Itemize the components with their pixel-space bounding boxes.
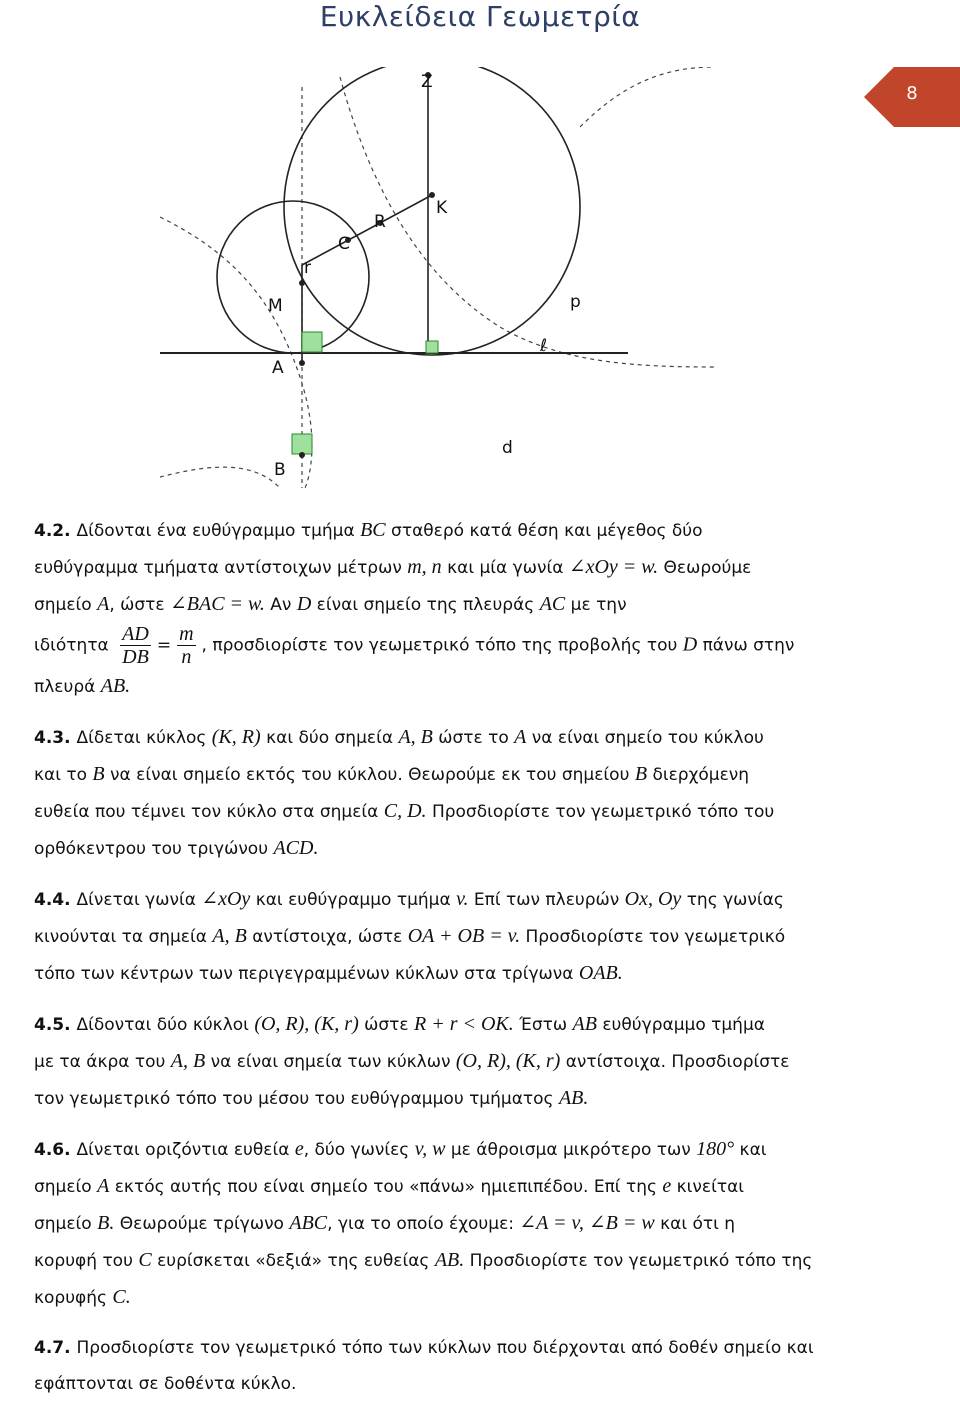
label-l: ℓ	[540, 336, 548, 356]
problem-text: σημείο	[34, 1177, 98, 1197]
label-r-upper: R	[374, 212, 386, 232]
right-angle-marker-a	[302, 332, 322, 352]
label-r-lower: r	[304, 258, 311, 278]
math-expression: OAB.	[578, 962, 623, 984]
problem-text: κορυφής	[34, 1288, 113, 1308]
problem-text: τον γεωμετρικό τόπο του μέσου του ευθύγραμμου τμήματος	[34, 1089, 559, 1109]
math-expression: m, n	[407, 556, 442, 578]
small-circle	[217, 201, 369, 353]
math-expression: R + r < OK.	[414, 1013, 514, 1035]
math-expression: ∠xOy	[201, 888, 251, 910]
label-z: Z	[421, 72, 433, 92]
math-expression: A	[97, 1175, 110, 1197]
problem-line	[34, 1366, 822, 1402]
math-expression: A	[514, 726, 527, 748]
problem-text: κινείται	[671, 1177, 745, 1197]
fraction-numerator: AD	[122, 623, 149, 645]
problem-number: 4.5.	[34, 1015, 77, 1035]
problem-line	[34, 586, 822, 623]
problem-number: 4.4.	[34, 890, 77, 910]
problem-4-3	[34, 719, 822, 867]
problem-text: Προσδιορίστε τον γεωμετρικό τόπο των κύκλων που διέρχονται από δοθέν σημείο και	[76, 1338, 814, 1358]
large-circle	[284, 67, 580, 355]
math-expression: AC	[539, 593, 566, 615]
math-expression: A, B	[170, 1050, 206, 1072]
math-expression: BC	[360, 519, 386, 541]
right-angle-marker-b	[292, 434, 312, 454]
problem-text: και ευθύγραμμο τμήμα	[250, 890, 457, 910]
problem-line	[34, 1080, 822, 1117]
problem-text: Θεωρούμε	[658, 558, 752, 578]
problem-text: πάνω στην	[697, 635, 795, 656]
problem-text: σημείο	[34, 1214, 98, 1234]
problem-line	[34, 756, 822, 793]
problem-text: Αν	[264, 595, 297, 615]
problem-text: Δίνεται οριζόντια ευθεία	[76, 1140, 295, 1160]
problem-text: σταθερό κατά θέση και μέγεθος δύο	[385, 521, 703, 541]
problem-line	[34, 512, 822, 549]
problem-text: σημείο	[34, 595, 98, 615]
page-header-title: Ευκλείδεια Γεωμετρία	[319, 0, 641, 33]
math-expression: e	[294, 1138, 304, 1160]
point-k	[429, 192, 435, 198]
problem-line	[34, 549, 822, 586]
page-number-badge	[864, 67, 960, 127]
label-c: C	[338, 234, 350, 254]
dashed-parabola-p	[340, 77, 714, 367]
label-k: K	[436, 198, 448, 218]
point-a	[299, 360, 305, 366]
math-fraction	[177, 623, 195, 668]
problem-text: ιδιότητα	[34, 635, 115, 656]
math-expression: (K, R)	[211, 726, 261, 748]
problem-line	[34, 1131, 822, 1168]
problem-line	[34, 719, 822, 756]
problem-text: ευρίσκεται «δεξιά» της ευθείας	[151, 1251, 435, 1271]
problem-text: , προσδιορίστε τον γεωμετρικό τόπο της προβολής του	[201, 635, 683, 656]
math-expression: A, B	[212, 925, 247, 947]
problem-text: με την	[565, 595, 627, 615]
math-expression: AB.	[434, 1249, 465, 1271]
segment-rk	[302, 195, 432, 265]
math-expression: AB.	[100, 675, 131, 697]
problem-line	[34, 1330, 822, 1366]
problem-text: και ότι η	[654, 1214, 736, 1234]
problem-line	[34, 668, 822, 705]
problem-text: με τα άκρα του	[34, 1052, 171, 1072]
problem-text: διερχόμενη	[647, 765, 750, 785]
problem-text: αντίστοιχα. Προσδιορίστε	[560, 1052, 790, 1072]
math-expression: ACD.	[273, 837, 319, 859]
problem-line	[34, 1043, 822, 1080]
geometry-diagram	[160, 67, 714, 488]
label-d: d	[502, 438, 513, 458]
math-expression: D	[296, 593, 312, 615]
problem-number: 4.2.	[34, 521, 77, 541]
page-number: 8	[906, 83, 918, 104]
problem-text: , δύο γωνίες	[303, 1140, 415, 1160]
problem-text: κινούνται τα σημεία	[34, 927, 213, 947]
right-angle-marker-l	[426, 341, 438, 353]
problem-line	[34, 793, 822, 830]
problem-text: και	[734, 1140, 767, 1160]
problem-text: , για το οποίο έχουμε:	[327, 1214, 520, 1234]
math-expression: (O, R), (K, r)	[254, 1013, 359, 1035]
fraction-denominator: DB	[122, 646, 149, 668]
problem-text: να είναι σημεία των κύκλων	[205, 1052, 456, 1072]
problem-number: 4.3.	[34, 728, 77, 748]
math-expression: C	[138, 1249, 152, 1271]
math-expression: e	[662, 1175, 672, 1197]
label-b: B	[274, 460, 286, 480]
problem-4-4	[34, 881, 822, 992]
math-expression: 180°	[696, 1138, 735, 1160]
problem-line	[34, 830, 822, 867]
problem-text: και το	[34, 765, 93, 785]
problem-text: Δίδεται κύκλος	[76, 728, 212, 748]
problem-text: Προσδιορίστε τον γεωμετρικό	[520, 927, 786, 947]
problem-text: ώστε το	[432, 728, 515, 748]
problem-line	[34, 1205, 822, 1242]
math-fraction	[120, 623, 151, 668]
math-expression: C, D.	[383, 800, 427, 822]
math-expression: ∠BAC = w.	[170, 593, 265, 615]
problem-text: ευθεία που τέμνει τον κύκλο στα σημεία	[34, 802, 384, 822]
math-expression: B	[92, 763, 105, 785]
math-expression: D	[682, 633, 698, 656]
problem-number: 4.7.	[34, 1338, 77, 1358]
problem-text: ευθύγραμμα τμήματα αντίστοιχων μέτρων	[34, 558, 408, 578]
problem-text: της γωνίας	[681, 890, 784, 910]
problem-text: Προσδιορίστε τον γεωμετρικό τόπο της	[464, 1251, 813, 1271]
geometry-figure	[160, 67, 714, 488]
problem-text: τόπο των κέντρων των περιγεγραμμένων κύκλων στα τρίγωνα	[34, 964, 579, 984]
problem-text: Επί των πλευρών	[468, 890, 625, 910]
problem-text: ορθόκεντρου του τριγώνου	[34, 839, 274, 859]
problem-text: να είναι σημείο του κύκλου	[526, 728, 764, 748]
problem-text: και δύο σημεία	[260, 728, 399, 748]
math-expression: v, w	[414, 1138, 446, 1160]
problem-line	[34, 881, 822, 918]
label-p: p	[570, 292, 581, 312]
math-expression: A, B	[398, 726, 433, 748]
problem-text: , ώστε	[109, 595, 170, 615]
problem-text: εκτός αυτής που είναι σημείο του «πάνω» ημιεπιπέδου. Επί της	[109, 1177, 663, 1197]
problem-text: και μία γωνία	[441, 558, 569, 578]
problem-text: να είναι σημείο εκτός του κύκλου. Θεωρούμε εκ του σημείου	[104, 765, 635, 785]
problem-text: Δίδονται δύο κύκλοι	[76, 1015, 255, 1035]
problem-line	[34, 1006, 822, 1043]
problem-text: Προσδιορίστε τον γεωμετρικό τόπο του	[426, 802, 775, 822]
problem-line	[34, 1279, 822, 1316]
problem-4-6	[34, 1131, 822, 1316]
problem-text: ώστε	[358, 1015, 414, 1035]
problem-text: ευθύγραμμο τμήμα	[596, 1015, 765, 1035]
problem-text: είναι σημείο της πλευράς	[311, 595, 540, 615]
math-expression: C.	[112, 1286, 131, 1308]
problem-text: Δίδονται ένα ευθύγραμμο τμήμα	[76, 521, 361, 541]
problem-line	[34, 1168, 822, 1205]
problem-number: 4.6.	[34, 1140, 77, 1160]
fraction-denominator: n	[181, 646, 192, 668]
math-expression: ∠A = v, ∠B = w	[519, 1212, 655, 1234]
problems-section	[34, 512, 822, 1416]
math-expression: B.	[97, 1212, 115, 1234]
problem-4-7	[34, 1330, 822, 1402]
problem-text: πλευρά	[34, 677, 101, 697]
problem-line	[34, 955, 822, 992]
problem-text: αντίστοιχα, ώστε	[246, 927, 408, 947]
locus-circle-arc-lower	[160, 467, 280, 488]
problem-text: με άθροισμα μικρότερο των	[445, 1140, 697, 1160]
math-expression: AB	[572, 1013, 597, 1035]
problem-text: κορυφή του	[34, 1251, 139, 1271]
math-expression: ∠xOy = w.	[568, 556, 659, 578]
dashed-parabola-p-upper	[580, 67, 714, 127]
math-expression: v.	[456, 888, 469, 910]
problem-text: Δίνεται γωνία	[76, 890, 202, 910]
point-m	[299, 280, 305, 286]
point-b	[299, 452, 305, 458]
math-expression: Ox, Oy	[624, 888, 682, 910]
problem-text: =	[156, 635, 172, 656]
problem-text: εφάπτονται σε δοθέντα κύκλο.	[34, 1374, 297, 1394]
problem-line	[34, 918, 822, 955]
math-expression: AB.	[558, 1087, 589, 1109]
math-expression: (O, R), (K, r)	[455, 1050, 561, 1072]
problem-line	[34, 623, 822, 668]
math-expression: A	[97, 593, 110, 615]
label-m: M	[268, 296, 283, 316]
problem-4-2	[34, 512, 822, 705]
problem-4-5	[34, 1006, 822, 1117]
problem-line	[34, 1242, 822, 1279]
problem-text: Θεωρούμε τρίγωνο	[114, 1214, 290, 1234]
math-expression: OA + OB = v.	[407, 925, 521, 947]
fraction-numerator: m	[179, 623, 194, 645]
math-expression: ABC	[289, 1212, 328, 1234]
label-a: A	[272, 358, 284, 378]
problem-text: Έστω	[513, 1015, 573, 1035]
math-expression: B	[634, 763, 648, 785]
